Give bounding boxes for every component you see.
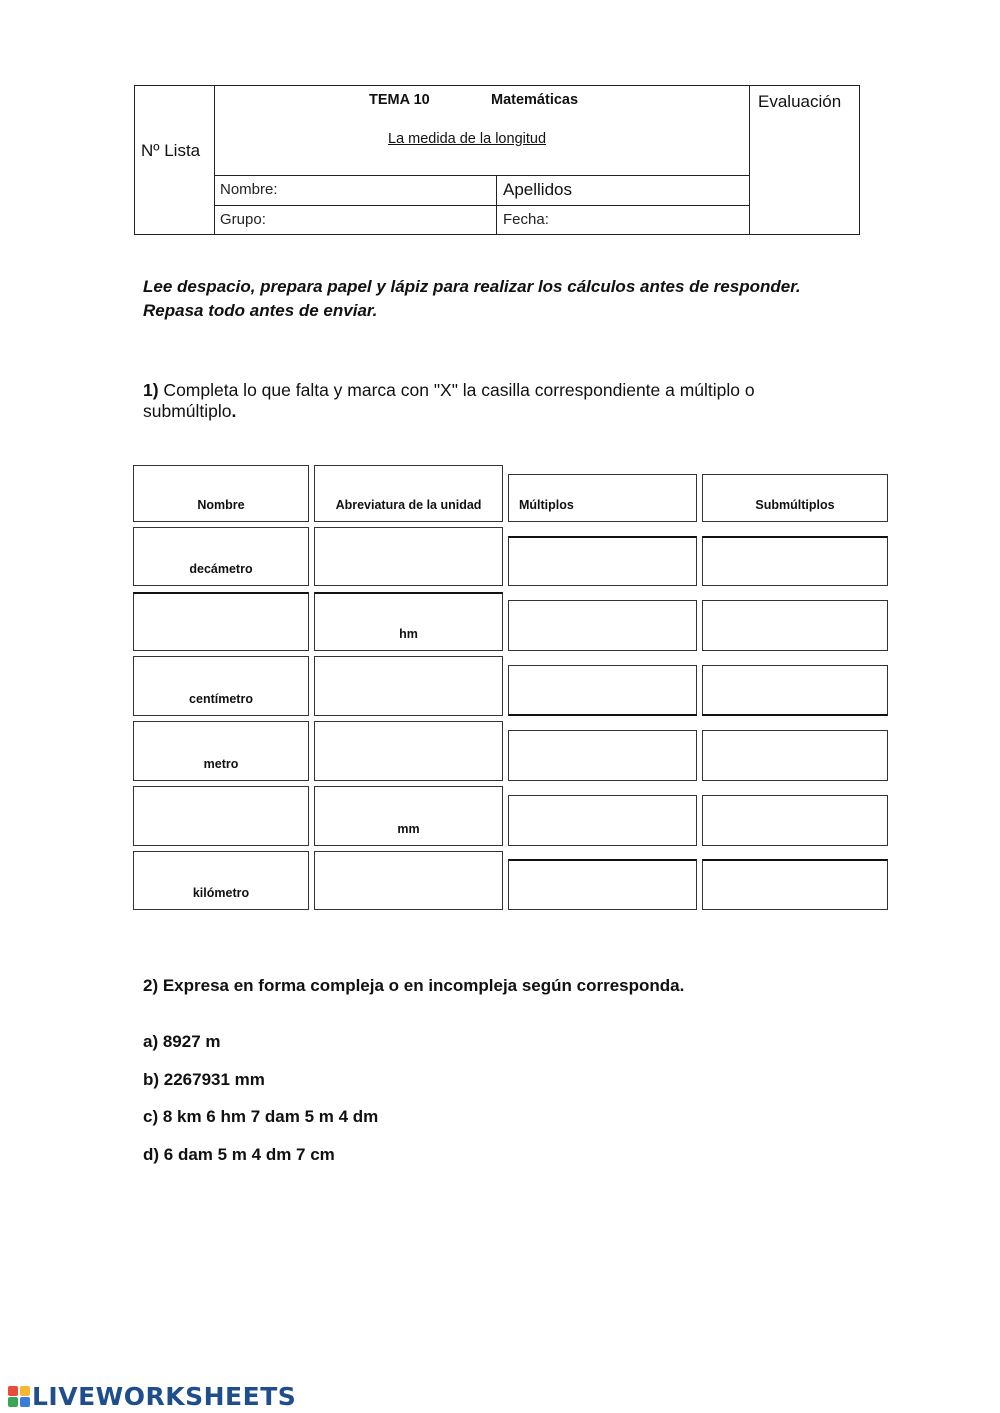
question-2-item-a: a) 8927 m [143, 1032, 221, 1051]
materia-label: Matemáticas [491, 92, 579, 108]
logo-square [8, 1386, 18, 1396]
question-2-item-c: c) 8 km 6 hm 7 dam 5 m 4 dm [143, 1107, 379, 1126]
question-2-title: 2) Expresa en forma compleja o en incompleja según corresponda. [143, 976, 685, 995]
evaluacion-label: Evaluación [758, 92, 842, 111]
abreviatura-input[interactable] [314, 527, 503, 586]
col-header-multiplos-label: Múltiplos [519, 498, 574, 512]
abreviatura-input[interactable] [314, 721, 503, 781]
header-divider [214, 205, 750, 206]
abreviatura-input[interactable] [314, 851, 503, 910]
submultiplo-checkbox[interactable] [702, 730, 888, 781]
col-header-nombre: Nombre [133, 465, 309, 522]
multiplo-checkbox[interactable] [508, 730, 697, 781]
submultiplo-checkbox[interactable] [702, 600, 888, 651]
instruction-line-2: Repasa todo antes de enviar. [143, 301, 378, 320]
multiplo-checkbox[interactable] [508, 600, 697, 651]
abreviatura-input[interactable] [314, 656, 503, 716]
abreviatura-cell: hm [314, 592, 503, 651]
nombre-input[interactable] [133, 592, 309, 651]
col-header-submultiplos: Submúltiplos [702, 474, 888, 522]
question-2-item-b: b) 2267931 mm [143, 1070, 265, 1089]
nombre-cell: decámetro [133, 527, 309, 586]
question-1-text: Completa lo que falta y marca con "X" la casilla correspondiente a múltiplo o [158, 380, 755, 400]
question-1-text-2: submúltiplo [143, 401, 232, 421]
subtitle: La medida de la longitud [388, 131, 547, 147]
fecha-label: Fecha: [503, 211, 549, 228]
brand-name: LIVEWORKSHEETS [32, 1382, 297, 1411]
submultiplo-checkbox[interactable] [702, 536, 888, 586]
header-divider [749, 85, 750, 235]
header-divider [214, 175, 750, 176]
nombre-input[interactable] [133, 786, 309, 846]
question-2-item-d: d) 6 dam 5 m 4 dm 7 cm [143, 1145, 335, 1164]
nombre-cell: centímetro [133, 656, 309, 716]
logo-grid-icon [8, 1386, 30, 1408]
abreviatura-cell: mm [314, 786, 503, 846]
logo-square [8, 1397, 18, 1407]
liveworksheets-logo[interactable] [8, 1382, 296, 1411]
logo-square [20, 1386, 30, 1396]
multiplo-checkbox[interactable] [508, 536, 697, 586]
multiplo-checkbox[interactable] [508, 795, 697, 846]
lista-label: Nº Lista [141, 141, 201, 160]
submultiplo-checkbox[interactable] [702, 859, 888, 910]
nombre-label: Nombre: [220, 181, 278, 198]
nombre-cell: kilómetro [133, 851, 309, 910]
multiplo-checkbox[interactable] [508, 859, 697, 910]
tema-label: TEMA 10 [369, 92, 430, 108]
header-divider [214, 85, 215, 235]
submultiplo-checkbox[interactable] [702, 795, 888, 846]
multiplo-checkbox[interactable] [508, 665, 697, 716]
submultiplo-checkbox[interactable] [702, 665, 888, 716]
question-1 [143, 380, 843, 422]
question-1-number: 1) [143, 380, 159, 400]
apellidos-label: Apellidos [503, 180, 572, 199]
instruction-line-1: Lee despacio, prepara papel y lápiz para realizar los cálculos antes de responder. [143, 277, 801, 296]
col-header-abreviatura: Abreviatura de la unidad [314, 465, 503, 522]
grupo-label: Grupo: [220, 211, 266, 228]
logo-square [20, 1397, 30, 1407]
col-header-multiplos [508, 474, 697, 522]
question-1-period: . [231, 401, 237, 421]
nombre-cell: metro [133, 721, 309, 781]
